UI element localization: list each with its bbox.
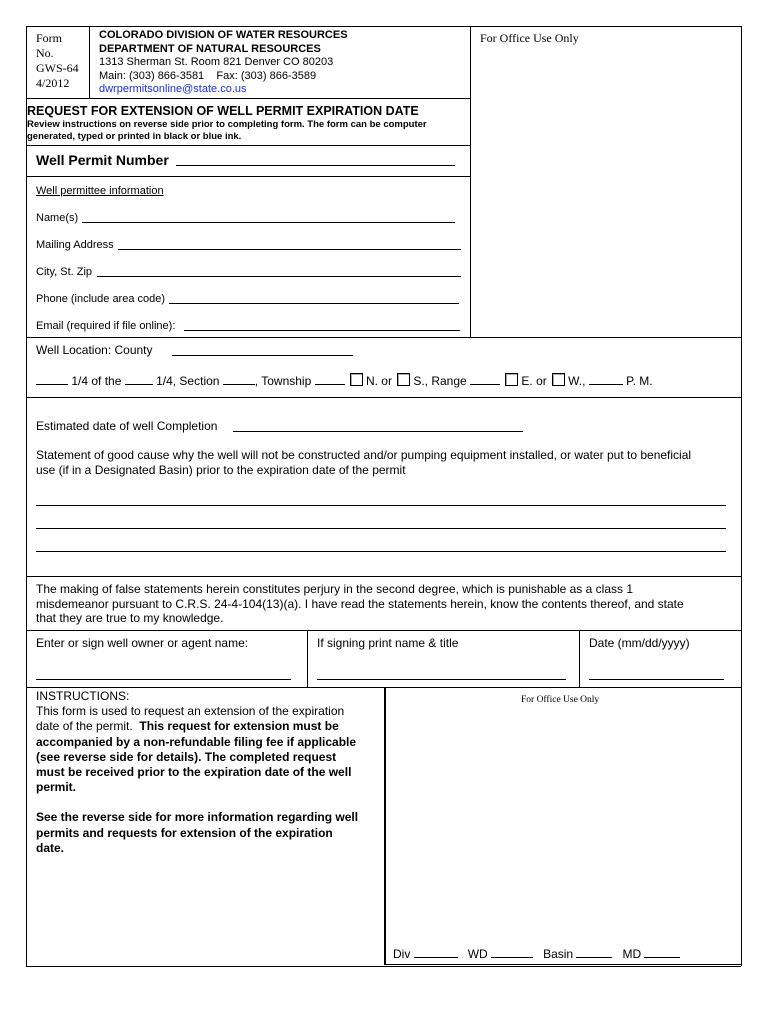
declaration-rule (26, 630, 741, 631)
instructions-heading: INSTRUCTIONS: (36, 689, 130, 703)
form-date: 4/2012 (36, 76, 70, 90)
phone-field[interactable] (169, 303, 459, 304)
west-checkbox[interactable] (552, 373, 565, 386)
township-field[interactable] (315, 372, 345, 385)
good-cause-statement: Statement of good cause why the well will not be constructed and/or pumping equipment installed, or water put to beneficial use (if in a Designated Basin) prior to the expiration date of the permit (36, 448, 692, 477)
wd-field[interactable] (491, 945, 533, 958)
title-rule (26, 145, 470, 146)
well-permit-number-label: Well Permit Number (36, 152, 169, 168)
instructions-block: INSTRUCTIONS: This form is used to request an extension of the expiration date of the permit. This request for extension must be accompanied by a non-refundable filing fee if applicable (see reverse side for details). The completed request must be received prior to the expiration date of the well permit. See the reverse side for more information regarding well permits and requests for extension of the expiration date. (36, 689, 381, 856)
office-use-box (384, 687, 741, 965)
signature-divider-1 (307, 630, 308, 687)
office-column-divider (470, 26, 471, 337)
city-state-zip-label: City, St. Zip (36, 266, 93, 278)
mailing-address-field[interactable] (118, 249, 461, 250)
md-field[interactable] (644, 945, 680, 958)
owner-name-label: Enter or sign well owner or agent name: (36, 636, 249, 650)
email-field[interactable] (184, 330, 460, 331)
quarter-quarter-field[interactable] (36, 372, 68, 385)
email-label: Email (required if file online): (36, 320, 176, 332)
date-field[interactable] (589, 679, 724, 680)
frame-left (26, 26, 27, 966)
print-name-label: If signing print name & title (317, 636, 459, 650)
plss-location-row: 1/4 of the 1/4, Section , Township N. or S., Range E. or W., P. M. (36, 372, 653, 388)
permittee-rule (26, 337, 741, 338)
principal-meridian-field[interactable] (589, 372, 623, 385)
county-label: Well Location: County (36, 343, 153, 357)
form-no: No. (36, 46, 54, 60)
location-rule (26, 397, 741, 398)
agency-name: COLORADO DIVISION OF WATER RESOURCES (99, 29, 348, 41)
permittee-heading: Well permittee information (36, 185, 164, 197)
permit-rule (26, 176, 470, 177)
city-state-zip-field[interactable] (97, 276, 461, 277)
county-field[interactable] (172, 355, 353, 356)
quarter-field[interactable] (125, 372, 153, 385)
department-name: DEPARTMENT OF NATURAL RESOURCES (99, 42, 321, 55)
office-use-box-label: For Office Use Only (521, 695, 600, 705)
header-rule (26, 98, 470, 99)
header-divider (89, 26, 90, 98)
names-label: Name(s) (36, 212, 79, 224)
north-checkbox[interactable] (350, 373, 363, 386)
estimated-completion-field[interactable] (233, 431, 523, 432)
perjury-declaration: The making of false statements herein constitutes perjury in the second degree, which is punishable as a class 1 misdemeanor pursuant to C.R.S. 24-4-104(13)(a). I have read the statements herein, know the contents thereof, and state that they are true to my knowledge. (36, 582, 684, 625)
frame-bottom (26, 966, 741, 967)
agency-block (99, 29, 348, 97)
names-field[interactable] (82, 222, 455, 223)
form-id: GWS-64 (36, 61, 79, 75)
good-cause-line-1[interactable] (36, 505, 726, 506)
south-checkbox[interactable] (397, 373, 410, 386)
form-id-block (36, 31, 79, 91)
form-label: Form (36, 31, 63, 45)
estimated-completion-label: Estimated date of well Completion (36, 419, 218, 433)
phone-label: Phone (include area code) (36, 293, 166, 305)
range-field[interactable] (470, 372, 500, 385)
print-name-field[interactable] (317, 679, 566, 680)
office-codes-row: Div WD Basin MD (393, 945, 680, 961)
agency-email[interactable]: dwrpermitsonline@state.co.us (99, 83, 247, 95)
owner-signature-field[interactable] (36, 679, 291, 680)
agency-address: 1313 Sherman St. Room 821 Denver CO 80203 (99, 56, 334, 68)
completion-rule (26, 576, 741, 577)
good-cause-line-3[interactable] (36, 551, 726, 552)
good-cause-line-2[interactable] (36, 528, 726, 529)
basin-field[interactable] (576, 945, 612, 958)
date-label: Date (mm/dd/yyyy) (589, 636, 690, 650)
section-field[interactable] (223, 372, 255, 385)
frame-right (741, 26, 742, 966)
frame-top (26, 26, 741, 27)
office-use-label: For Office Use Only (480, 31, 579, 45)
title-instructions: Review instructions on reverse side prior to completing form. The form can be computer generated, typed or printed in black or blue ink. (27, 119, 427, 142)
div-field[interactable] (414, 945, 458, 958)
well-permit-number-field[interactable] (176, 165, 455, 166)
east-checkbox[interactable] (505, 373, 518, 386)
form-title: REQUEST FOR EXTENSION OF WELL PERMIT EXPIRATION DATE (27, 104, 419, 118)
mailing-address-label: Mailing Address (36, 239, 114, 251)
agency-phone-fax: Main: (303) 866-3581 Fax: (303) 866-3589 (99, 69, 317, 82)
signature-divider-2 (579, 630, 580, 687)
